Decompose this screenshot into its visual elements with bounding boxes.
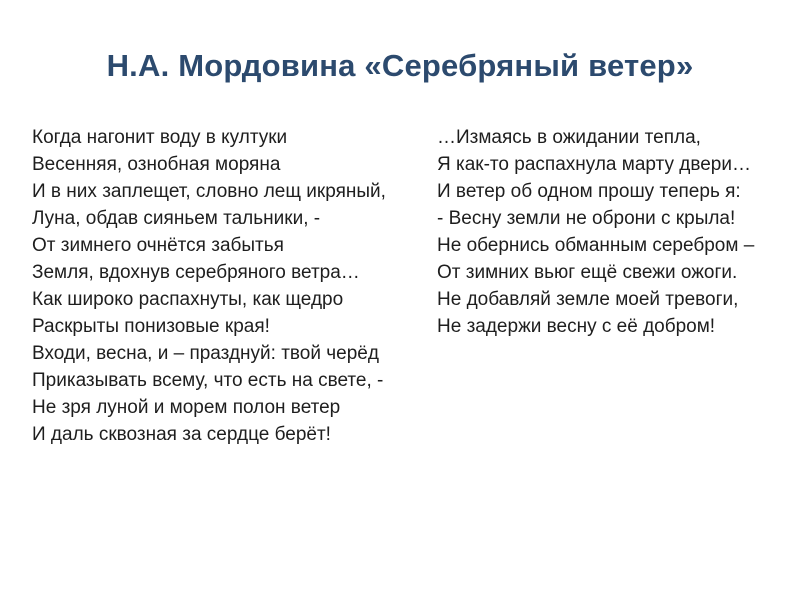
poem-line: Не зря луной и морем полон ветер bbox=[32, 397, 341, 418]
poem-line: Не обернись обманным серебром – bbox=[437, 235, 755, 256]
poem-line: …Измаясь в ожидании тепла, bbox=[437, 127, 701, 148]
poem-line: Я как-то распахнула марту двери… bbox=[437, 154, 751, 175]
poem-line: От зимнего очнётся забытья bbox=[32, 235, 284, 256]
poem-line: И ветер об одном прошу теперь я: bbox=[437, 181, 741, 202]
page-title: Н.А. Мордовина «Серебряный ветер» bbox=[106, 48, 694, 83]
poem-line: Не задержи весну с её добром! bbox=[437, 316, 716, 337]
poem-line: И в них заплещет, словно лещ икряный, bbox=[32, 181, 386, 202]
poem-line: Раскрыты понизовые края! bbox=[32, 316, 270, 337]
poem-line: Весенняя, ознобная моряна bbox=[32, 154, 281, 175]
poem-line: Не добавляй земле моей тревоги, bbox=[437, 289, 739, 310]
poem-column-left bbox=[32, 126, 412, 450]
poem-line: Земля, вдохнув серебряного ветра… bbox=[32, 262, 360, 283]
poem-line: Когда нагонит воду в култуки bbox=[32, 127, 288, 148]
poem-line: От зимних вьюг ещё свежи ожоги. bbox=[437, 262, 738, 283]
poem-line: - Весну земли не оброни с крыла! bbox=[437, 208, 736, 229]
poem-line: Луна, обдав сияньем тальники, - bbox=[32, 208, 321, 229]
poem-line: И даль сквозная за сердце берёт! bbox=[32, 424, 331, 445]
poem-line: Приказывать всему, что есть на свете, - bbox=[32, 370, 384, 391]
poem-line: Как широко распахнуты, как щедро bbox=[32, 289, 344, 310]
poem-line: Входи, весна, и – празднуй: твой черёд bbox=[32, 343, 379, 364]
poem-column-right bbox=[437, 126, 792, 342]
